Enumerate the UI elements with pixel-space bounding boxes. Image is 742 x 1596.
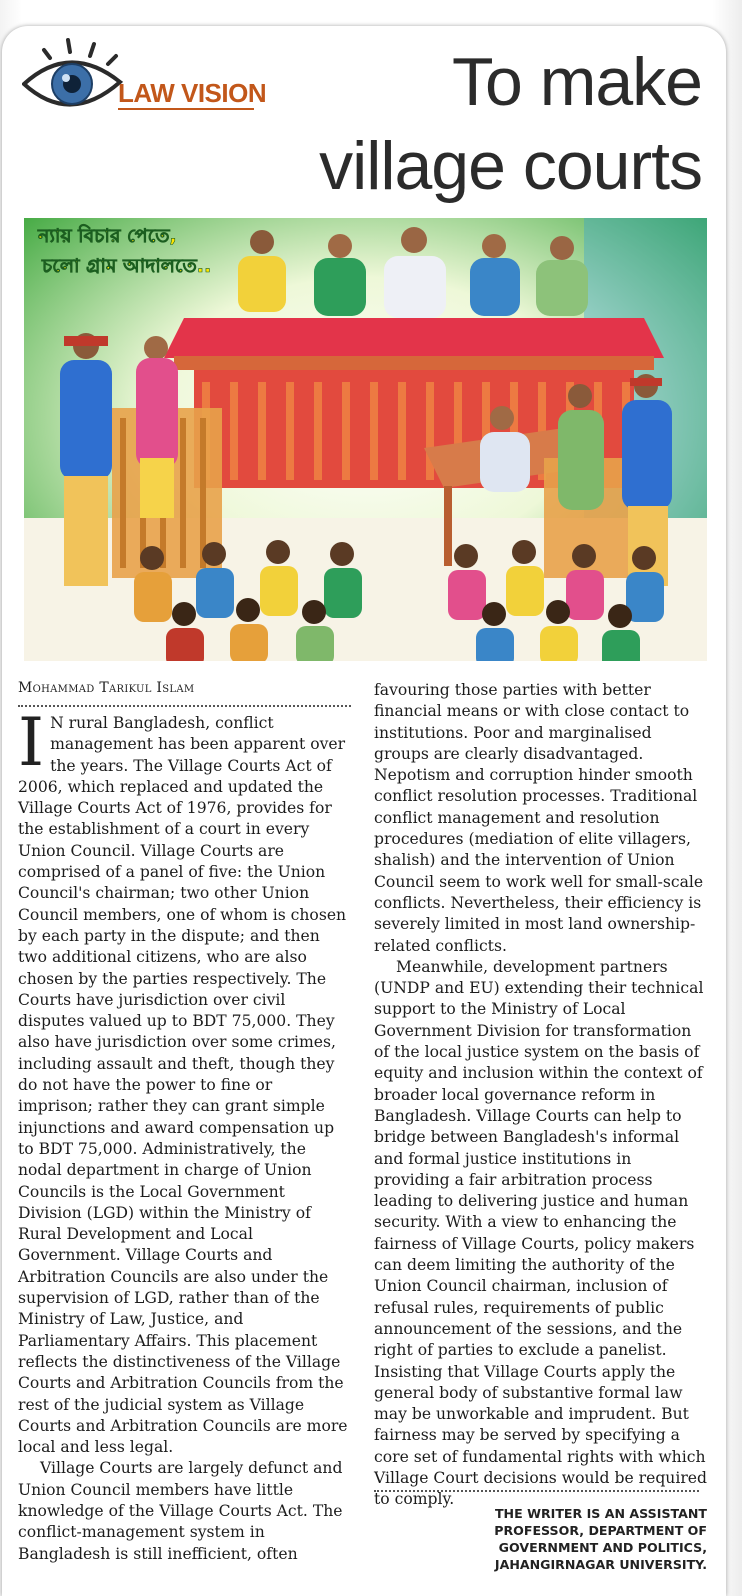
article-paragraph-1: [18, 704, 351, 1458]
end-divider: [374, 1490, 699, 1492]
article-column-2: [374, 680, 707, 1511]
article-column-1: [18, 704, 351, 1565]
writer-note: THE WRITER IS AN ASSISTANT PROFESSOR, DEPARTMENT OF GOVERNMENT AND POLITICS, JAHANGIRNAGAR UNIVERSITY.: [494, 1506, 707, 1572]
article-paragraph-3: favouring those parties with better financial means or with close contact to institutions. Poor and marginalised groups are clearly disadvantaged. Nepotism and corruption hinder smooth conflict resolution processes. Traditional conflict management and resolution procedures (mediation of elite villagers, shalish) and the intervention of Union Council seem to work well for small-scale conflicts. Nevertheless, their efficiency is severely limited in most land ownership-related conflicts.: [374, 681, 704, 955]
banner-line1: ন্যায় বিচার পেতে,: [38, 225, 177, 247]
byline: Mohammad Tarikul Islam: [18, 680, 195, 696]
paragraph-1-text: N rural Bangladesh, conflict management has been apparent over the years. The Village Courts Act of 2006, which replaced and updated the Village Courts Act of 1976, provides for the establishment of a court in every Union Council. Village Courts are comprised of a panel of five: the Union Council's chairman; two other Union Council members, one of whom is chosen by each party in the dispute; and then two additional citizens, who are also chosen by the parties respectively. The Courts have jurisdiction over civil disputes valued up to BDT 75,000. They also have jurisdiction over some crimes, including assault and theft, though they do not have the power to fine or imprison; rather they can grant simple injunctions and award compensation up to BDT 75,000. Administratively, the nodal department in charge of Union Councils is the Local Government Division (LGD) within the Ministry of Rural Development and Local Government. Village Courts and Arbitration Councils are also under the supervision of LGD, rather than of the Ministry of Law, Justice, and Parliamentary Affairs. This placement reflects the distinctiveness of the Village Courts and Arbitration Councils from the rest of the judicial system as Village Courts and Arbitration Councils are more local and less legal.: [18, 714, 348, 1457]
village-court-illustration: [24, 218, 707, 661]
drop-cap: I: [18, 704, 45, 781]
brand-underline: [118, 108, 254, 110]
headline: To make village courts: [319, 44, 702, 204]
brand-name: LAW VISION: [118, 78, 267, 108]
byline-divider: [18, 705, 351, 707]
article-paragraph-2: Village Courts are largely defunct and Union Council members have little knowledge of the Village Courts Act. The conflict-management system in Bangladesh is still inefficient, often: [18, 1459, 343, 1563]
article-paragraph-4: Meanwhile, development partners (UNDP and EU) extending their technical support to the Ministry of Local Government Division for transformation of the local justice system on the basis of equity and inclusion within the context of broader local governance reform in Bangladesh. Village Courts can help to bridge between Bangladesh's informal and formal justice institutions in providing a fair arbitration process leading to delivering justice and human security. With a view to enhancing the fairness of Village Courts, policy makers can deem limiting the authority of the Union Council chairman, inclusion of refusal rules, requirements of public announcement of the sessions, and the right of parties to exclude a panelist. Insisting that Village Courts apply the general body of substantive formal law may be unworkable and imprudent. But fairness may be served by specifying a core set of fundamental rights with which Village Court decisions would be required to comply.: [374, 957, 707, 1509]
banner-line2: চলো গ্রাম আদালতে..: [42, 255, 212, 277]
